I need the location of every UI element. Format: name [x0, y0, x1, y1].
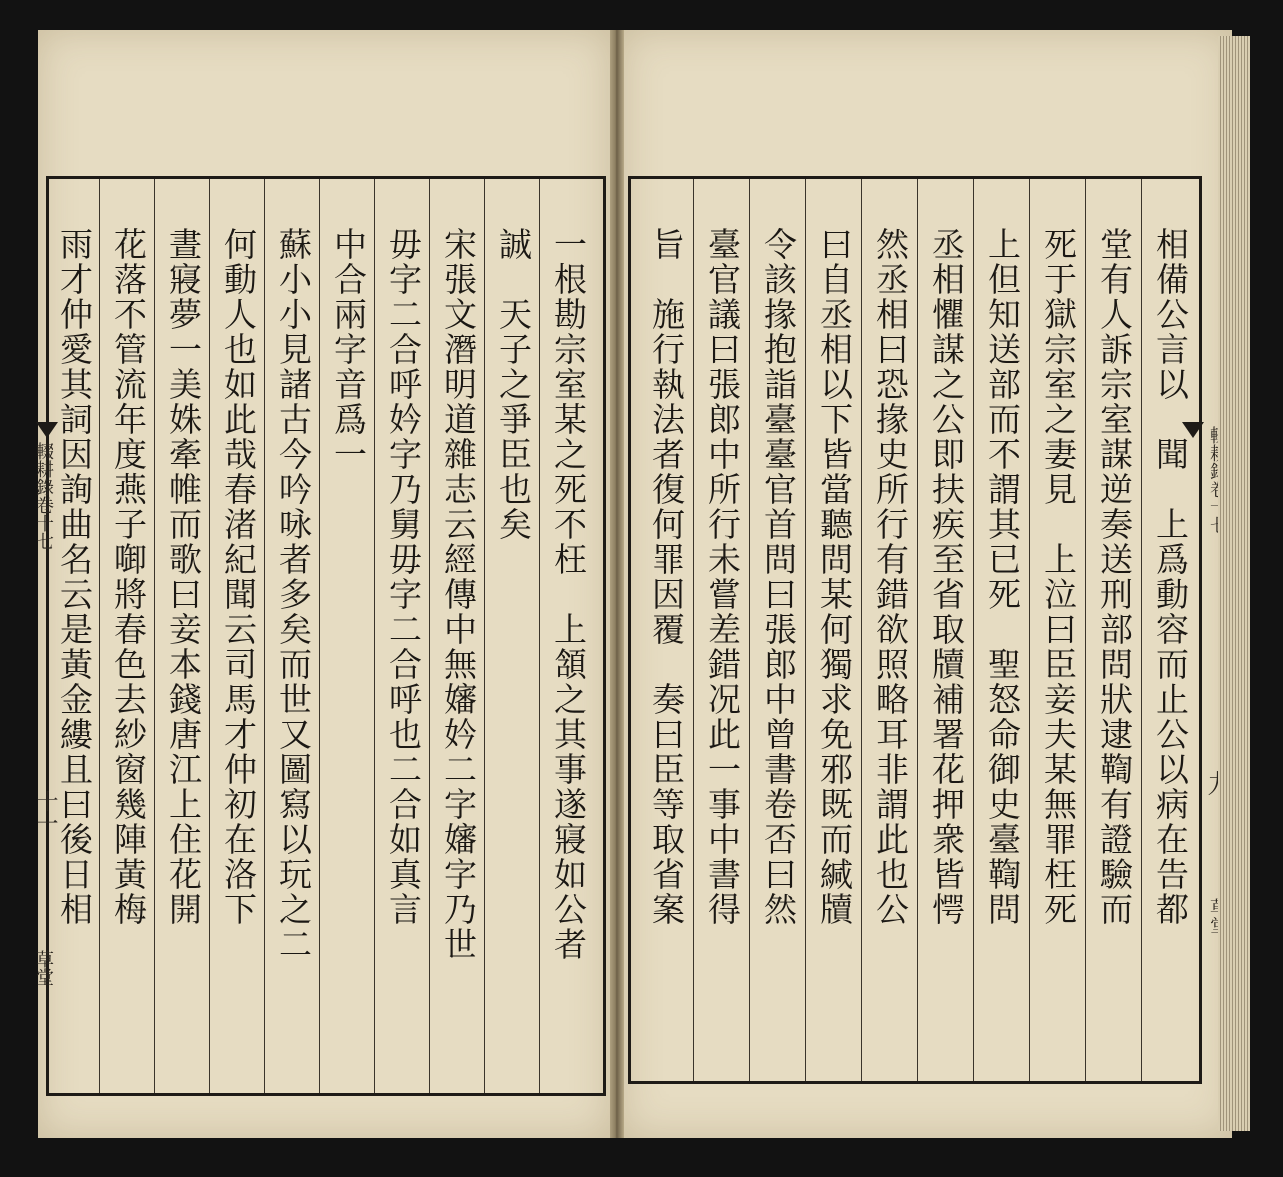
- spine-title: 輟耕錄卷十七: [33, 442, 54, 550]
- text-column: 臺官議曰張郎中所行未嘗差錯况此一事中書得: [703, 227, 742, 927]
- right-page: [622, 30, 1232, 1138]
- spine-studio: 草堂: [33, 950, 54, 986]
- left-page: [33, 30, 610, 1138]
- text-column: 誠 天子之爭臣也矣: [494, 227, 533, 542]
- text-column: 堂有人訴宗室謀逆奏送刑部問狀逮鞫有證驗而: [1095, 227, 1134, 927]
- text-column: 毋字二合呼妗字乃舅毋字二合呼也二合如真言: [384, 227, 423, 927]
- text-column: 花落不管流年度燕子啣將春色去紗窗幾陣黃梅: [109, 227, 148, 927]
- text-column: 旨 施行執法者復何罪因覆 奏曰臣等取省案: [647, 227, 686, 927]
- text-column: 何動人也如此哉春渚紀聞云司馬才仲初在洛下: [219, 227, 258, 927]
- left-page-text-frame: [46, 176, 606, 1096]
- text-column: 一根勘宗室某之死不枉 上頷之其事遂寢如公者: [549, 227, 588, 962]
- spine-folio: 十一: [33, 790, 58, 834]
- text-column: 上但知送部而不謂其已死 聖怒命御史臺鞫問: [983, 227, 1022, 927]
- text-column: 曰自丞相以下皆當聽問某何獨求免邪既而緘牘: [815, 227, 854, 927]
- book-gutter: [608, 30, 624, 1138]
- text-column: 晝寢夢一美姝牽帷而歌曰妾本錢唐江上住花開: [164, 227, 203, 927]
- text-column: 丞相懼謀之公即扶疾至省取牘補署花押衆皆愕: [927, 227, 966, 927]
- text-column: 宋張文潛明道雜志云經傳中無嬸妗二字嬸字乃世: [439, 227, 478, 962]
- text-column: 中合兩字音爲一: [329, 227, 368, 472]
- text-column: 然丞相曰恐掾史所行有錯欲照略耳非謂此也公: [871, 227, 910, 927]
- text-column: 死于獄宗室之妻見 上泣曰臣妾夫某無罪枉死: [1039, 227, 1078, 927]
- text-column: 相備公言以 聞 上爲動容而止公以病在告都: [1151, 227, 1190, 927]
- text-column: 雨才仲愛其詞因詢曲名云是黃金縷且曰後日相: [55, 227, 94, 927]
- right-page-text-frame: [628, 176, 1202, 1084]
- text-column: 令該掾抱詣臺臺官首問曰張郎中曾書卷否曰然: [759, 227, 798, 927]
- page-edges: [1218, 36, 1250, 1131]
- text-column: 蘇小小見諸古今吟咏者多矣而世又圖寫以玩之二: [274, 227, 313, 962]
